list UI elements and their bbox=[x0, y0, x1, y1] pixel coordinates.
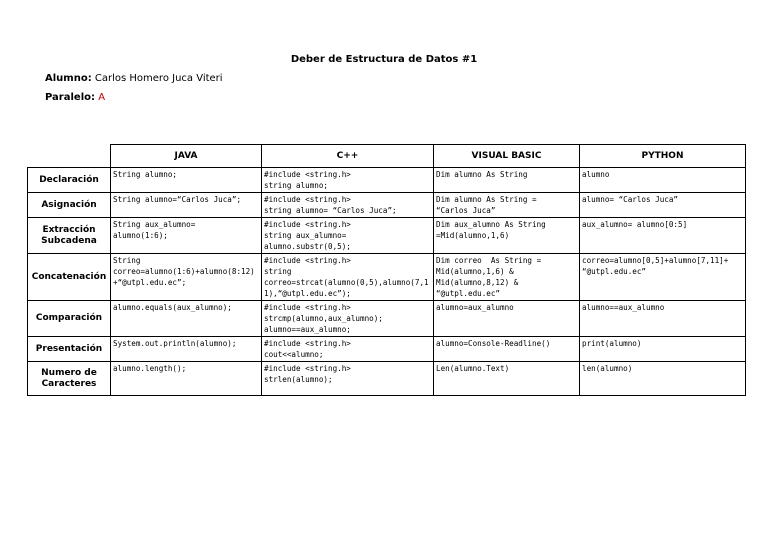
row-label: Extracción Subcadena bbox=[28, 218, 111, 254]
paralelo-label: Paralelo: bbox=[45, 92, 95, 103]
table-cell: correo=alumno[0,5]+alumno[7,11]+ “@utpl.edu.ec” bbox=[580, 254, 746, 301]
alumno-value: Carlos Homero Juca Viteri bbox=[94, 73, 223, 84]
row-label: Numero de Caracteres bbox=[28, 362, 111, 396]
table-cell: alumno=Console-Readline() bbox=[434, 337, 580, 362]
table-cell: print(alumno) bbox=[580, 337, 746, 362]
alumno-line bbox=[45, 73, 223, 84]
table-row bbox=[28, 254, 746, 301]
table-cell: String alumno; bbox=[111, 168, 262, 193]
header-python: PYTHON bbox=[580, 145, 746, 168]
table-row bbox=[28, 362, 746, 396]
table-row bbox=[28, 218, 746, 254]
table-cell: alumno=aux_alumno bbox=[434, 301, 580, 337]
table-cell: Dim aux_alumno As String =Mid(alumno,1,6) bbox=[434, 218, 580, 254]
table-cell: Dim correo As String = Mid(alumno,1,6) & Mid(alumno,8,12) & “@utpl.edu.ec” bbox=[434, 254, 580, 301]
table-cell: alumno.equals(aux_alumno); bbox=[111, 301, 262, 337]
table-row bbox=[28, 301, 746, 337]
paralelo-value: A bbox=[98, 92, 106, 103]
table-cell: String aux_alumno= alumno(1:6); bbox=[111, 218, 262, 254]
table-row bbox=[28, 337, 746, 362]
table-cell: alumno.length(); bbox=[111, 362, 262, 396]
table-cell: aux_alumno= alumno[0:5] bbox=[580, 218, 746, 254]
table-cell: #include <string.h> string alumno; bbox=[262, 168, 434, 193]
header-empty-cell bbox=[28, 145, 111, 168]
table-cell: alumno= “Carlos Juca” bbox=[580, 193, 746, 218]
header-java: JAVA bbox=[111, 145, 262, 168]
table-cell: #include <string.h> string correo=strcat(alumno(0,5),alumno(7,11),“@utpl.edu.ec”); bbox=[262, 254, 434, 301]
document-title: Deber de Estructura de Datos #1 bbox=[290, 54, 478, 65]
table-row bbox=[28, 168, 746, 193]
table-cell: alumno==aux_alumno bbox=[580, 301, 746, 337]
header-cpp: C++ bbox=[262, 145, 434, 168]
table-cell: System.out.println(alumno); bbox=[111, 337, 262, 362]
alumno-label: Alumno: bbox=[45, 73, 92, 84]
table-cell: Len(alumno.Text) bbox=[434, 362, 580, 396]
paralelo-line bbox=[45, 92, 105, 103]
table-cell: len(alumno) bbox=[580, 362, 746, 396]
row-label: Concatenación bbox=[28, 254, 111, 301]
row-label: Asignación bbox=[28, 193, 111, 218]
table-cell: #include <string.h> string aux_alumno= alumno.substr(0,5); bbox=[262, 218, 434, 254]
header-visual-basic: VISUAL BASIC bbox=[434, 145, 580, 168]
row-label: Presentación bbox=[28, 337, 111, 362]
table-cell: String alumno=“Carlos Juca”; bbox=[111, 193, 262, 218]
row-label: Comparación bbox=[28, 301, 111, 337]
table-header-row bbox=[28, 145, 746, 168]
table-cell: alumno bbox=[580, 168, 746, 193]
table-cell: Dim alumno As String = “Carlos Juca” bbox=[434, 193, 580, 218]
table-cell: String correo=alumno(1:6)+alumno(8:12)+“@utpl.edu.ec”; bbox=[111, 254, 262, 301]
table-cell: #include <string.h> strcmp(alumno,aux_alumno); alumno==aux_alumno; bbox=[262, 301, 434, 337]
table-cell: #include <string.h> string alumno= “Carlos Juca”; bbox=[262, 193, 434, 218]
comparison-table bbox=[27, 144, 746, 396]
table-cell: #include <string.h> cout<<alumno; bbox=[262, 337, 434, 362]
table-cell: #include <string.h> strlen(alumno); bbox=[262, 362, 434, 396]
row-label: Declaración bbox=[28, 168, 111, 193]
table-cell: Dim alumno As String bbox=[434, 168, 580, 193]
table-row bbox=[28, 193, 746, 218]
